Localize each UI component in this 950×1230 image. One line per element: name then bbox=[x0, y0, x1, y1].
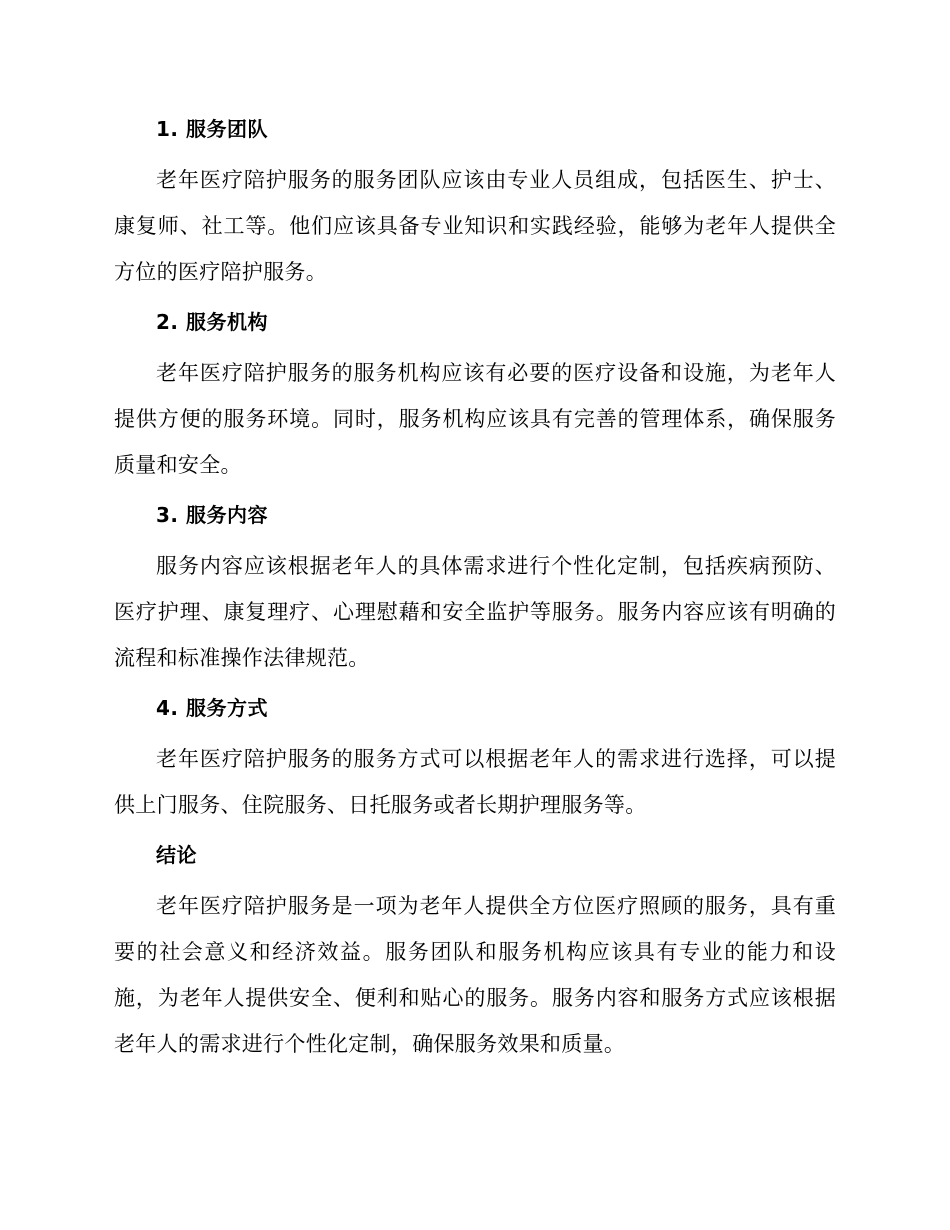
section-body-service-team: 老年医疗陪护服务的服务团队应该由专业人员组成，包括医生、护士、康复师、社工等。他们应该具备专业知识和实践经验，能够为老年人提供全方位的医疗陪护服务。 bbox=[114, 168, 836, 284]
section-body-service-mode: 老年医疗陪护服务的服务方式可以根据老年人的需求进行选择，可以提供上门服务、住院服务、日托服务或者长期护理服务等。 bbox=[114, 747, 836, 817]
section-heading-service-mode: 4. 服务方式 bbox=[156, 696, 268, 720]
section-heading-service-team: 1. 服务团队 bbox=[156, 117, 268, 141]
section-body-service-content: 服务内容应该根据老年人的具体需求进行个性化定制，包括疾病预防、医疗护理、康复理疗、心理慰藉和安全监护等服务。服务内容应该有明确的流程和标准操作法律规范。 bbox=[114, 554, 836, 670]
section-heading-service-content: 3. 服务内容 bbox=[156, 503, 268, 527]
section-heading-service-institution: 2. 服务机构 bbox=[156, 310, 268, 334]
section-heading-conclusion: 结论 bbox=[156, 843, 197, 867]
section-body-conclusion: 老年医疗陪护服务是一项为老年人提供全方位医疗照顾的服务，具有重要的社会意义和经济效益。服务团队和服务机构应该具有专业的能力和设施，为老年人提供安全、便利和贴心的服务。服务内容和服务方式应该根据老年人的需求进行个性化定制，确保服务效果和质量。 bbox=[114, 894, 836, 1056]
document-page bbox=[114, 112, 836, 1077]
section-body-service-institution: 老年医疗陪护服务的服务机构应该有必要的医疗设备和设施，为老年人提供方便的服务环境。同时，服务机构应该具有完善的管理体系，确保服务质量和安全。 bbox=[114, 361, 836, 477]
